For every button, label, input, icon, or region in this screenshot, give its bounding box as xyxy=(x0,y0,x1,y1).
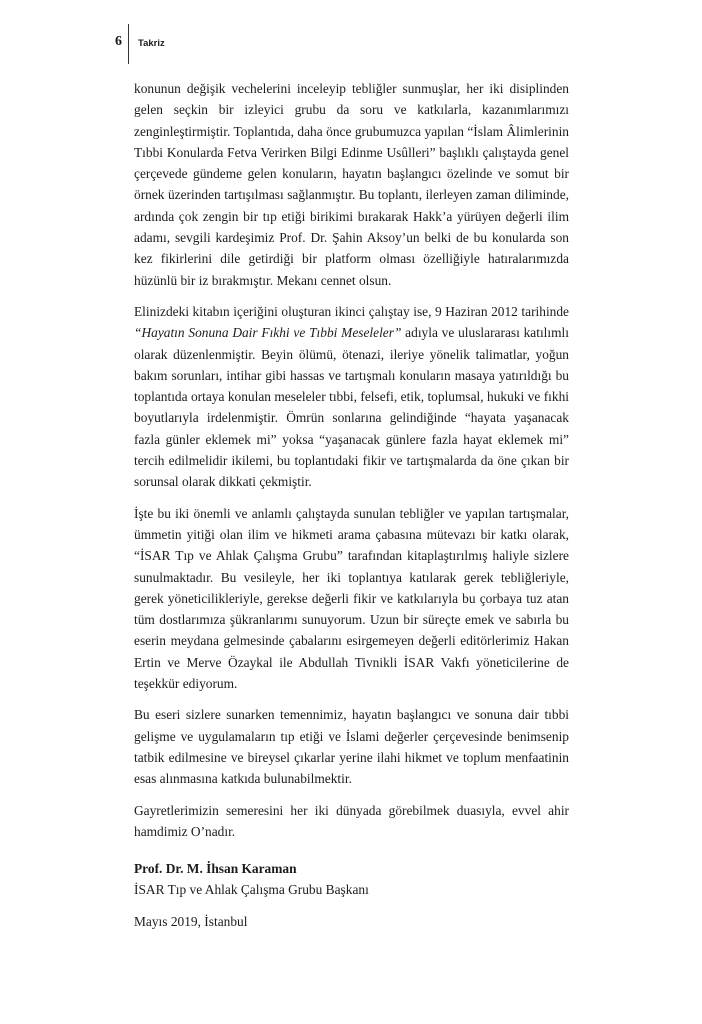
paragraph-5: Gayretlerimizin semeresini her iki dünyada görebilmek duasıyla, evvel ahir hamdimiz O’nadır. xyxy=(134,802,569,839)
paragraph-2-text-continued: adıyla ve uluslararası katılımlı olarak düzenlenmiştir. Beyin ölümü, ötenazi, ileriye yönelik talimatlar, yoğun bakım sorunları, intihar gibi hassas ve tartışmalı konuların masaya yatırıldığı bu toplantıda ortaya konulan meseleler tıbbi, felsefi, etik, toplumsal, hukuki ve fıkhi boyutlarıyla irdelenmiştir. Ömrün sonlarına gelindiğinde “hayata yaşanacak fazla günler eklemek mi” yoksa “yaşanacak günlere fazla hayat eklemek mi” tercih edilmelidir ikilemi, bu toplantıdaki fikir ve tartışmalarda da öne çıkan bir sorunsal olarak dikkati çekmiştir. xyxy=(134,325,569,490)
author-role: İSAR Tıp ve Ahlak Çalışma Grubu Başkanı xyxy=(134,882,369,898)
paragraph-4: Bu eseri sizlere sunarken temennimiz, hayatın başlangıcı ve sonuna dair tıbbi gelişme ve uygulamaların tıp etiği ve İslami değerler çerçevesinde benimsenip tatbik edilmesine ve bireysel çıkarlar yerine ilahi hikmet ve toplum menfaatinin esas alınmasına katkıda bulunabilmektir. xyxy=(134,707,569,787)
paragraph-2-text: Elinizdeki kitabın içeriğini oluşturan ikinci çalıştay ise, 9 Haziran 2012 tarihinde xyxy=(134,303,569,319)
paragraph-2-book-title: “Hayatın Sonuna Dair Fıkhi ve Tıbbi Meseleler” xyxy=(134,325,402,341)
page-number: 6 xyxy=(115,34,122,49)
author-name: Prof. Dr. M. İhsan Karaman xyxy=(134,861,297,876)
page-header xyxy=(0,0,702,70)
signature-date: Mayıs 2019, İstanbul xyxy=(134,913,248,929)
paragraph-3: İşte bu iki önemli ve anlamlı çalıştayda sunulan tebliğler ve yapılan tartışmalar, ümmetin yitiği olan ilim ve hikmeti arama çabasına mütevazı bir katkı olarak, “İSAR Tıp ve Ahlak Çalışma Grubu” tarafından kitaplaştırılmış haliyle sizlere sunulmaktadır. Bu vesileyle, her iki toplantıya katılarak gerek tebliğleriyle, gerek yöneticilikleriyle, gerekse değerli fikir ve katkılarıyla bu çorbaya tuz atan tüm dostlarımıza şükranlarımı sunuyorum. Uzun bir süreçte emek ve sabırla bu eserin meydana gelmesinde çabalarını esirgemeyen değerli editörlerimiz Hakan Ertin ve Merve Özaykal ile Abdullah Tivnikli İSAR Vakfı yöneticilerine de teşekkür ediyorum. xyxy=(134,505,569,692)
header-divider xyxy=(128,24,129,64)
body-text xyxy=(134,78,569,852)
paragraph-2 xyxy=(134,301,569,493)
running-title: Takriz xyxy=(138,38,165,49)
signature-block xyxy=(134,858,569,932)
paragraph-1: konunun değişik vechelerini inceleyip tebliğler sunmuşlar, her iki disiplinden gelen seçkin bir izleyici grubu da soru ve katkılarla, kazanımlarımızı zenginleştirmiştir. Toplantıda, daha önce grubumuzca yapılan “İslam Âlimlerinin Tıbbi Konularda Fetva Verirken Bilgi Edinme Usûlleri” başlıklı çalıştayda genel çerçevede gündeme gelen konuların, hayatın başlangıcı özelinde ve somut bir örnek üzerinden tartışılması sağlanmıştır. Bu toplantı, ilerleyen zaman diliminde, ardında çok zengin bir tıp etiği birikimi bırakarak Hakk’a yürüyen değerli ilim adamı, sevgili kardeşimiz Prof. Dr. Şahin Aksoy’un belki de bu konularda son kez fikirlerini dile getirdiği bir platform olması özelliğiyle hatıralarımızda hüzünlü bir iz bırakmıştır. Mekanı cennet olsun. xyxy=(134,81,569,288)
